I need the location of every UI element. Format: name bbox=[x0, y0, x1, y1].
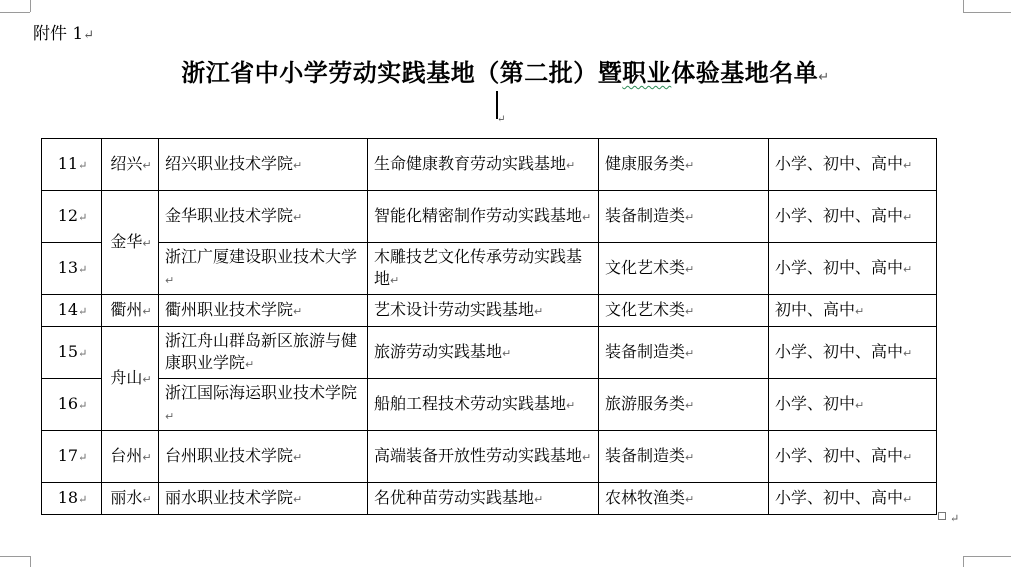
table-end-mark-icon bbox=[938, 512, 946, 520]
row-number-cell[interactable]: 13↵ bbox=[42, 243, 102, 295]
base-name-cell[interactable]: 名优种苗劳动实践基地↵ bbox=[368, 483, 599, 515]
annex-label: 附件 1↵ bbox=[33, 24, 95, 44]
levels-cell[interactable]: 小学、初中↵ bbox=[769, 379, 937, 431]
levels-cell[interactable]: 小学、初中、高中↵ bbox=[769, 483, 937, 515]
levels-cell[interactable]: 小学、初中、高中↵ bbox=[769, 191, 937, 243]
base-name-cell[interactable]: 生命健康教育劳动实践基地↵ bbox=[368, 139, 599, 191]
table-row bbox=[42, 379, 937, 431]
table-row bbox=[42, 327, 937, 379]
school-cell[interactable]: 金华职业技术学院↵ bbox=[159, 191, 368, 243]
row-number-cell[interactable]: 18↵ bbox=[42, 483, 102, 515]
table-row bbox=[42, 431, 937, 483]
school-cell[interactable]: 台州职业技术学院↵ bbox=[159, 431, 368, 483]
levels-cell[interactable]: 小学、初中、高中↵ bbox=[769, 243, 937, 295]
city-cell[interactable]: 衢州↵ bbox=[102, 295, 159, 327]
row-number-cell[interactable]: 12↵ bbox=[42, 191, 102, 243]
crop-mark-bottom-left-v bbox=[30, 556, 31, 567]
city-cell[interactable]: 丽水↵ bbox=[102, 483, 159, 515]
levels-cell[interactable]: 初中、高中↵ bbox=[769, 295, 937, 327]
category-cell[interactable]: 健康服务类↵ bbox=[599, 139, 769, 191]
city-cell[interactable]: 绍兴↵ bbox=[102, 139, 159, 191]
row-number-cell[interactable]: 15↵ bbox=[42, 327, 102, 379]
row-number-cell[interactable]: 16↵ bbox=[42, 379, 102, 431]
crop-mark-bottom-right-h bbox=[963, 556, 1011, 557]
category-cell[interactable]: 文化艺术类↵ bbox=[599, 295, 769, 327]
school-cell[interactable]: 浙江舟山群岛新区旅游与健康职业学院↵ bbox=[159, 327, 368, 379]
table-row bbox=[42, 139, 937, 191]
base-list-table bbox=[41, 138, 937, 515]
crop-mark-bottom-right-v bbox=[963, 556, 964, 567]
base-name-cell[interactable]: 艺术设计劳动实践基地↵ bbox=[368, 295, 599, 327]
category-cell[interactable]: 装备制造类↵ bbox=[599, 431, 769, 483]
levels-cell[interactable]: 小学、初中、高中↵ bbox=[769, 431, 937, 483]
levels-cell[interactable]: 小学、初中、高中↵ bbox=[769, 139, 937, 191]
paragraph-mark-icon: ↵ bbox=[818, 70, 830, 85]
base-name-cell[interactable]: 高端装备开放性劳动实践基地↵ bbox=[368, 431, 599, 483]
paragraph-mark-icon: ↵ bbox=[950, 512, 960, 525]
school-cell[interactable]: 绍兴职业技术学院↵ bbox=[159, 139, 368, 191]
school-cell[interactable]: 浙江国际海运职业技术学院↵ bbox=[159, 379, 368, 431]
levels-cell[interactable]: 小学、初中、高中↵ bbox=[769, 327, 937, 379]
table-row bbox=[42, 191, 937, 243]
row-number-cell[interactable]: 17↵ bbox=[42, 431, 102, 483]
base-name-cell[interactable]: 木雕技艺文化传承劳动实践基地↵ bbox=[368, 243, 599, 295]
crop-mark-top-left-h bbox=[0, 12, 30, 13]
city-cell[interactable]: 台州↵ bbox=[102, 431, 159, 483]
school-cell[interactable]: 浙江广厦建设职业技术大学↵ bbox=[159, 243, 368, 295]
category-cell[interactable]: 旅游服务类↵ bbox=[599, 379, 769, 431]
city-cell[interactable]: 舟山↵ bbox=[102, 327, 159, 431]
paragraph-mark-icon: ↵ bbox=[497, 114, 506, 125]
paragraph-mark-icon: ↵ bbox=[83, 28, 95, 43]
crop-mark-bottom-left-h bbox=[0, 556, 30, 557]
row-number-cell[interactable]: 11↵ bbox=[42, 139, 102, 191]
city-cell[interactable]: 金华↵ bbox=[102, 191, 159, 295]
base-name-cell[interactable]: 智能化精密制作劳动实践基地↵ bbox=[368, 191, 599, 243]
crop-mark-top-left-v bbox=[30, 0, 31, 12]
category-cell[interactable]: 农林牧渔类↵ bbox=[599, 483, 769, 515]
base-name-cell[interactable]: 船舶工程技术劳动实践基地↵ bbox=[368, 379, 599, 431]
school-cell[interactable]: 衢州职业技术学院↵ bbox=[159, 295, 368, 327]
school-cell[interactable]: 丽水职业技术学院↵ bbox=[159, 483, 368, 515]
table-row bbox=[42, 295, 937, 327]
spellcheck-underline: 职业 bbox=[622, 59, 672, 87]
base-name-cell[interactable]: 旅游劳动实践基地↵ bbox=[368, 327, 599, 379]
table-row bbox=[42, 243, 937, 295]
row-number-cell[interactable]: 14↵ bbox=[42, 295, 102, 327]
crop-mark-top-right-h bbox=[963, 12, 1011, 13]
category-cell[interactable]: 文化艺术类↵ bbox=[599, 243, 769, 295]
category-cell[interactable]: 装备制造类↵ bbox=[599, 327, 769, 379]
category-cell[interactable]: 装备制造类↵ bbox=[599, 191, 769, 243]
crop-mark-top-right-v bbox=[963, 0, 964, 12]
table-row bbox=[42, 483, 937, 515]
document-title: 浙江省中小学劳动实践基地（第二批）暨职业体验基地名单↵ bbox=[181, 59, 830, 87]
